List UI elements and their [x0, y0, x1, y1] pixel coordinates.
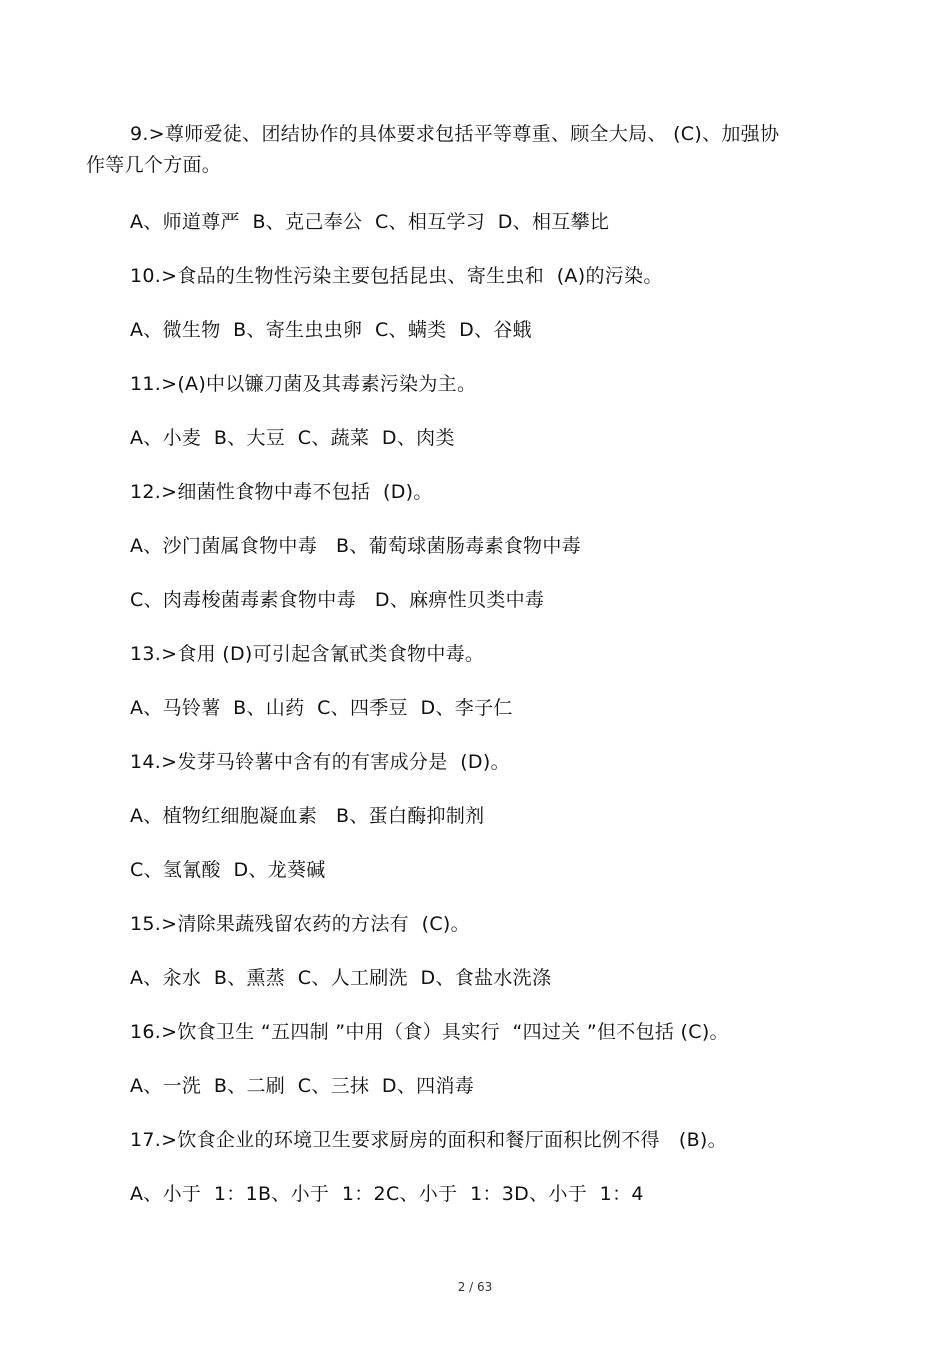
question-11-options: A、小麦 B、大豆 C、蔬菜 D、肉类: [130, 427, 455, 449]
question-17-options: A、小于 1：1B、小于 1：2C、小于 1：3D、小于 1：4: [130, 1183, 644, 1205]
question-14-options-c-d: C、氢氰酸 D、龙葵碱: [130, 859, 326, 881]
question-9-line-1: 9.>尊师爱徒、团结协作的具体要求包括平等尊重、顾全大局、 (C)、加强协: [130, 123, 780, 145]
page-indicator: 2 / 63: [457, 1280, 493, 1294]
question-13-options: A、马铃薯 B、山药 C、四季豆 D、李子仁: [130, 697, 513, 719]
question-12-options-c-d: C、肉毒梭菌毒素食物中毒 D、麻痹性贝类中毒: [130, 589, 545, 611]
question-15: 15.>清除果蔬残留农药的方法有 (C)。: [130, 913, 470, 935]
question-16-options: A、一洗 B、二刷 C、三抹 D、四消毒: [130, 1075, 475, 1097]
question-14-options-a-b: A、植物红细胞凝血素 B、蛋白酶抑制剂: [130, 805, 485, 827]
question-10-options: A、微生物 B、寄生虫虫卵 C、螨类 D、谷蛾: [130, 319, 532, 341]
question-12-options-a-b: A、沙门菌属食物中毒 B、葡萄球菌肠毒素食物中毒: [130, 535, 581, 557]
question-17: 17.>饮食企业的环境卫生要求厨房的面积和餐厅面积比例不得 (B)。: [130, 1129, 727, 1151]
question-13: 13.>食用 (D)可引起含氰甙类食物中毒。: [130, 643, 485, 665]
question-9-options: A、师道尊严 B、克己奉公 C、相互学习 D、相互攀比: [130, 211, 610, 233]
question-14: 14.>发芽马铃薯中含有的有害成分是 (D)。: [130, 751, 510, 773]
question-12: 12.>细菌性食物中毒不包括 (D)。: [130, 481, 433, 503]
question-9-line-2: 作等几个方面。: [86, 154, 222, 176]
question-11: 11.>(A)中以镰刀菌及其毒素污染为主。: [130, 373, 477, 395]
question-10: 10.>食品的生物性污染主要包括昆虫、寄生虫和 (A)的污染。: [130, 265, 663, 287]
question-15-options: A、汆水 B、熏蒸 C、人工刷洗 D、食盐水洗涤: [130, 967, 552, 989]
question-16: 16.>饮食卫生 “五四制 ”中用（食）具实行 “四过关 ”但不包括 (C)。: [130, 1021, 729, 1043]
